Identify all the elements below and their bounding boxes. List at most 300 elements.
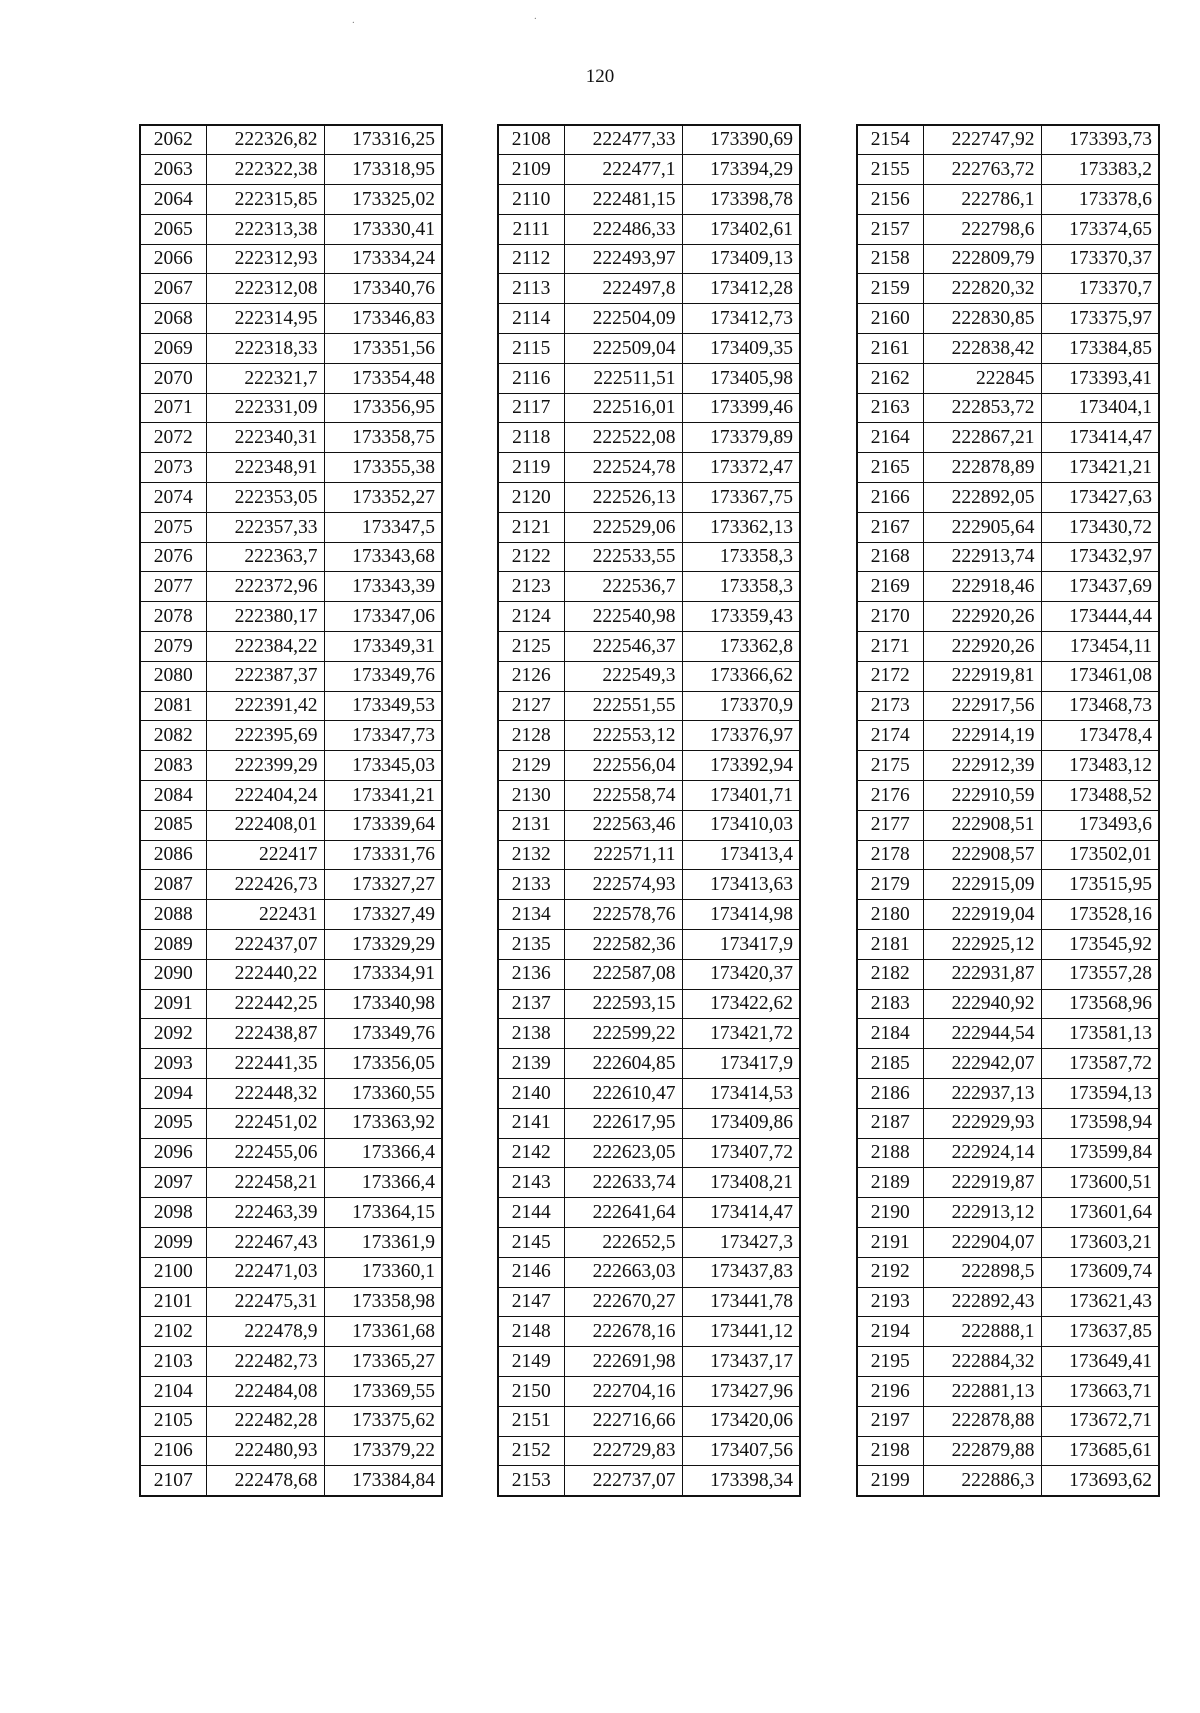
point-number-cell: 2106	[140, 1436, 206, 1466]
point-number-cell: 2172	[857, 661, 923, 691]
table-row	[140, 214, 442, 244]
x-coordinate-cell: 222475,31	[206, 1287, 324, 1317]
x-coordinate-cell: 222737,07	[564, 1466, 682, 1496]
table-row	[857, 751, 1159, 781]
table-row	[498, 1436, 800, 1466]
y-coordinate-cell: 173340,98	[324, 989, 442, 1019]
y-coordinate-cell: 173354,48	[324, 363, 442, 393]
table-row	[498, 602, 800, 632]
y-coordinate-cell: 173316,25	[324, 125, 442, 155]
y-coordinate-cell: 173366,62	[682, 661, 800, 691]
x-coordinate-cell: 222563,46	[564, 810, 682, 840]
table-row	[498, 1287, 800, 1317]
y-coordinate-cell: 173363,92	[324, 1108, 442, 1138]
table-row	[140, 1376, 442, 1406]
y-coordinate-cell: 173372,47	[682, 453, 800, 483]
y-coordinate-cell: 173414,47	[1041, 423, 1159, 453]
y-coordinate-cell: 173375,97	[1041, 304, 1159, 334]
table-row	[140, 1317, 442, 1347]
table-row	[857, 989, 1159, 1019]
y-coordinate-cell: 173360,55	[324, 1079, 442, 1109]
x-coordinate-cell: 222830,85	[923, 304, 1041, 334]
table-row	[140, 1138, 442, 1168]
point-number-cell: 2111	[498, 214, 564, 244]
y-coordinate-cell: 173379,22	[324, 1436, 442, 1466]
y-coordinate-cell: 173478,4	[1041, 721, 1159, 751]
point-number-cell: 2097	[140, 1168, 206, 1198]
table-row	[140, 870, 442, 900]
y-coordinate-cell: 173356,95	[324, 393, 442, 423]
table-row	[857, 572, 1159, 602]
point-number-cell: 2072	[140, 423, 206, 453]
table-row	[498, 1317, 800, 1347]
x-coordinate-cell: 222918,46	[923, 572, 1041, 602]
x-coordinate-cell: 222931,87	[923, 959, 1041, 989]
point-number-cell: 2198	[857, 1436, 923, 1466]
table-row	[857, 900, 1159, 930]
point-number-cell: 2157	[857, 214, 923, 244]
x-coordinate-cell: 222442,25	[206, 989, 324, 1019]
x-coordinate-cell: 222484,08	[206, 1376, 324, 1406]
x-coordinate-cell: 222729,83	[564, 1436, 682, 1466]
table-row	[857, 363, 1159, 393]
y-coordinate-cell: 173405,98	[682, 363, 800, 393]
x-coordinate-cell: 222820,32	[923, 274, 1041, 304]
x-coordinate-cell: 222940,92	[923, 989, 1041, 1019]
y-coordinate-cell: 173420,37	[682, 959, 800, 989]
point-number-cell: 2096	[140, 1138, 206, 1168]
table-row	[140, 542, 442, 572]
point-number-cell: 2158	[857, 244, 923, 274]
point-number-cell: 2167	[857, 512, 923, 542]
x-coordinate-cell: 222853,72	[923, 393, 1041, 423]
point-number-cell: 2154	[857, 125, 923, 155]
y-coordinate-cell: 173609,74	[1041, 1257, 1159, 1287]
x-coordinate-cell: 222504,09	[564, 304, 682, 334]
table-row	[857, 1317, 1159, 1347]
point-number-cell: 2189	[857, 1168, 923, 1198]
x-coordinate-cell: 222937,13	[923, 1079, 1041, 1109]
x-coordinate-cell: 222524,78	[564, 453, 682, 483]
table-row	[498, 304, 800, 334]
table-row	[498, 959, 800, 989]
y-coordinate-cell: 173392,94	[682, 751, 800, 781]
y-coordinate-cell: 173437,69	[1041, 572, 1159, 602]
point-number-cell: 2134	[498, 900, 564, 930]
y-coordinate-cell: 173441,12	[682, 1317, 800, 1347]
table-row	[140, 244, 442, 274]
table-row	[857, 155, 1159, 185]
y-coordinate-cell: 173340,76	[324, 274, 442, 304]
x-coordinate-cell: 222536,7	[564, 572, 682, 602]
table-row	[857, 542, 1159, 572]
y-coordinate-cell: 173663,71	[1041, 1376, 1159, 1406]
point-number-cell: 2130	[498, 781, 564, 811]
y-coordinate-cell: 173600,51	[1041, 1168, 1159, 1198]
table-row	[140, 602, 442, 632]
x-coordinate-cell: 222574,93	[564, 870, 682, 900]
y-coordinate-cell: 173370,9	[682, 691, 800, 721]
y-coordinate-cell: 173327,49	[324, 900, 442, 930]
y-coordinate-cell: 173365,27	[324, 1347, 442, 1377]
y-coordinate-cell: 173427,96	[682, 1376, 800, 1406]
point-number-cell: 2114	[498, 304, 564, 334]
table-row	[140, 1406, 442, 1436]
table-row	[857, 781, 1159, 811]
point-number-cell: 2176	[857, 781, 923, 811]
point-number-cell: 2152	[498, 1436, 564, 1466]
point-number-cell: 2195	[857, 1347, 923, 1377]
x-coordinate-cell: 222904,07	[923, 1227, 1041, 1257]
point-number-cell: 2141	[498, 1108, 564, 1138]
y-coordinate-cell: 173362,8	[682, 632, 800, 662]
x-coordinate-cell: 222879,88	[923, 1436, 1041, 1466]
x-coordinate-cell: 222448,32	[206, 1079, 324, 1109]
point-number-cell: 2094	[140, 1079, 206, 1109]
table-row	[140, 989, 442, 1019]
y-coordinate-cell: 173330,41	[324, 214, 442, 244]
table-row	[857, 1257, 1159, 1287]
point-number-cell: 2080	[140, 661, 206, 691]
table-row	[857, 1287, 1159, 1317]
x-coordinate-cell: 222558,74	[564, 781, 682, 811]
coordinate-table-3	[856, 124, 1160, 1497]
table-row	[857, 125, 1159, 155]
table-row	[140, 453, 442, 483]
table-row	[498, 453, 800, 483]
table-row	[857, 1019, 1159, 1049]
point-number-cell: 2104	[140, 1376, 206, 1406]
x-coordinate-cell: 222878,88	[923, 1406, 1041, 1436]
y-coordinate-cell: 173367,75	[682, 483, 800, 513]
point-number-cell: 2125	[498, 632, 564, 662]
x-coordinate-cell: 222929,93	[923, 1108, 1041, 1138]
y-coordinate-cell: 173557,28	[1041, 959, 1159, 989]
point-number-cell: 2082	[140, 721, 206, 751]
y-coordinate-cell: 173401,71	[682, 781, 800, 811]
point-number-cell: 2170	[857, 602, 923, 632]
y-coordinate-cell: 173587,72	[1041, 1049, 1159, 1079]
y-coordinate-cell: 173358,75	[324, 423, 442, 453]
point-number-cell: 2144	[498, 1198, 564, 1228]
table-row	[498, 1257, 800, 1287]
x-coordinate-cell: 222919,04	[923, 900, 1041, 930]
table-row	[140, 900, 442, 930]
table-row	[857, 1079, 1159, 1109]
x-coordinate-cell: 222363,7	[206, 542, 324, 572]
table-row	[857, 632, 1159, 662]
y-coordinate-cell: 173414,53	[682, 1079, 800, 1109]
x-coordinate-cell: 222888,1	[923, 1317, 1041, 1347]
y-coordinate-cell: 173545,92	[1041, 930, 1159, 960]
point-number-cell: 2147	[498, 1287, 564, 1317]
point-number-cell: 2168	[857, 542, 923, 572]
table-row	[857, 512, 1159, 542]
point-number-cell: 2113	[498, 274, 564, 304]
x-coordinate-cell: 222481,15	[564, 185, 682, 215]
y-coordinate-cell: 173413,63	[682, 870, 800, 900]
y-coordinate-cell: 173384,84	[324, 1466, 442, 1496]
x-coordinate-cell: 222587,08	[564, 959, 682, 989]
table-row	[857, 691, 1159, 721]
x-coordinate-cell: 222920,26	[923, 632, 1041, 662]
y-coordinate-cell: 173409,86	[682, 1108, 800, 1138]
point-number-cell: 2162	[857, 363, 923, 393]
y-coordinate-cell: 173358,3	[682, 542, 800, 572]
table-row	[498, 632, 800, 662]
point-number-cell: 2123	[498, 572, 564, 602]
y-coordinate-cell: 173325,02	[324, 185, 442, 215]
table-row	[857, 1376, 1159, 1406]
point-number-cell: 2117	[498, 393, 564, 423]
y-coordinate-cell: 173601,64	[1041, 1198, 1159, 1228]
point-number-cell: 2131	[498, 810, 564, 840]
x-coordinate-cell: 222747,92	[923, 125, 1041, 155]
table-row	[498, 125, 800, 155]
table-row	[140, 1049, 442, 1079]
point-number-cell: 2153	[498, 1466, 564, 1496]
point-number-cell: 2186	[857, 1079, 923, 1109]
point-number-cell: 2077	[140, 572, 206, 602]
point-number-cell: 2075	[140, 512, 206, 542]
point-number-cell: 2160	[857, 304, 923, 334]
table-row	[857, 1406, 1159, 1436]
y-coordinate-cell: 173493,6	[1041, 810, 1159, 840]
y-coordinate-cell: 173343,68	[324, 542, 442, 572]
point-number-cell: 2122	[498, 542, 564, 572]
x-coordinate-cell: 222497,8	[564, 274, 682, 304]
y-coordinate-cell: 173369,55	[324, 1376, 442, 1406]
point-number-cell: 2078	[140, 602, 206, 632]
y-coordinate-cell: 173334,24	[324, 244, 442, 274]
y-coordinate-cell: 173483,12	[1041, 751, 1159, 781]
table-row	[498, 244, 800, 274]
point-number-cell: 2068	[140, 304, 206, 334]
point-number-cell: 2196	[857, 1376, 923, 1406]
y-coordinate-cell: 173393,73	[1041, 125, 1159, 155]
y-coordinate-cell: 173339,64	[324, 810, 442, 840]
y-coordinate-cell: 173421,72	[682, 1019, 800, 1049]
table-row	[857, 1466, 1159, 1496]
point-number-cell: 2089	[140, 930, 206, 960]
x-coordinate-cell: 222441,35	[206, 1049, 324, 1079]
y-coordinate-cell: 173417,9	[682, 930, 800, 960]
point-number-cell: 2197	[857, 1406, 923, 1436]
point-number-cell: 2146	[498, 1257, 564, 1287]
x-coordinate-cell: 222549,3	[564, 661, 682, 691]
x-coordinate-cell: 222431	[206, 900, 324, 930]
y-coordinate-cell: 173360,1	[324, 1257, 442, 1287]
x-coordinate-cell: 222482,28	[206, 1406, 324, 1436]
point-number-cell: 2188	[857, 1138, 923, 1168]
table-row	[857, 930, 1159, 960]
x-coordinate-cell: 222919,81	[923, 661, 1041, 691]
point-number-cell: 2108	[498, 125, 564, 155]
x-coordinate-cell: 222678,16	[564, 1317, 682, 1347]
point-number-cell: 2126	[498, 661, 564, 691]
table-row	[498, 214, 800, 244]
x-coordinate-cell: 222511,51	[564, 363, 682, 393]
y-coordinate-cell: 173430,72	[1041, 512, 1159, 542]
table-row	[857, 1347, 1159, 1377]
x-coordinate-cell: 222482,73	[206, 1347, 324, 1377]
point-number-cell: 2065	[140, 214, 206, 244]
y-coordinate-cell: 173408,21	[682, 1168, 800, 1198]
y-coordinate-cell: 173364,15	[324, 1198, 442, 1228]
x-coordinate-cell: 222571,11	[564, 840, 682, 870]
y-coordinate-cell: 173359,43	[682, 602, 800, 632]
x-coordinate-cell: 222353,05	[206, 483, 324, 513]
point-number-cell: 2092	[140, 1019, 206, 1049]
point-number-cell: 2133	[498, 870, 564, 900]
x-coordinate-cell: 222898,5	[923, 1257, 1041, 1287]
table-row	[498, 1079, 800, 1109]
x-coordinate-cell: 222908,57	[923, 840, 1041, 870]
y-coordinate-cell: 173398,78	[682, 185, 800, 215]
y-coordinate-cell: 173399,46	[682, 393, 800, 423]
point-number-cell: 2090	[140, 959, 206, 989]
y-coordinate-cell: 173384,85	[1041, 334, 1159, 364]
y-coordinate-cell: 173370,7	[1041, 274, 1159, 304]
point-number-cell: 2124	[498, 602, 564, 632]
point-number-cell: 2127	[498, 691, 564, 721]
table-row	[857, 274, 1159, 304]
table-row	[498, 334, 800, 364]
table-row	[498, 1466, 800, 1496]
table-row	[140, 1227, 442, 1257]
x-coordinate-cell: 222387,37	[206, 661, 324, 691]
point-number-cell: 2098	[140, 1198, 206, 1228]
x-coordinate-cell: 222920,26	[923, 602, 1041, 632]
x-coordinate-cell: 222892,05	[923, 483, 1041, 513]
x-coordinate-cell: 222914,19	[923, 721, 1041, 751]
point-number-cell: 2112	[498, 244, 564, 274]
table-row	[498, 542, 800, 572]
point-number-cell: 2132	[498, 840, 564, 870]
y-coordinate-cell: 173422,62	[682, 989, 800, 1019]
table-row	[498, 840, 800, 870]
table-row	[857, 1049, 1159, 1079]
y-coordinate-cell: 173421,21	[1041, 453, 1159, 483]
table-row	[498, 989, 800, 1019]
y-coordinate-cell: 173345,03	[324, 751, 442, 781]
table-row	[498, 1198, 800, 1228]
x-coordinate-cell: 222652,5	[564, 1227, 682, 1257]
x-coordinate-cell: 222905,64	[923, 512, 1041, 542]
point-number-cell: 2177	[857, 810, 923, 840]
table-row	[140, 155, 442, 185]
x-coordinate-cell: 222467,43	[206, 1227, 324, 1257]
x-coordinate-cell: 222691,98	[564, 1347, 682, 1377]
y-coordinate-cell: 173412,28	[682, 274, 800, 304]
y-coordinate-cell: 173432,97	[1041, 542, 1159, 572]
table-row	[140, 661, 442, 691]
x-coordinate-cell: 222529,06	[564, 512, 682, 542]
y-coordinate-cell: 173413,4	[682, 840, 800, 870]
x-coordinate-cell: 222919,87	[923, 1168, 1041, 1198]
x-coordinate-cell: 222440,22	[206, 959, 324, 989]
table-row	[498, 1347, 800, 1377]
table-row	[140, 1079, 442, 1109]
y-coordinate-cell: 173355,38	[324, 453, 442, 483]
table-row	[140, 125, 442, 155]
x-coordinate-cell: 222917,56	[923, 691, 1041, 721]
point-number-cell: 2180	[857, 900, 923, 930]
point-number-cell: 2191	[857, 1227, 923, 1257]
y-coordinate-cell: 173366,4	[324, 1138, 442, 1168]
table-row	[498, 661, 800, 691]
x-coordinate-cell: 222438,87	[206, 1019, 324, 1049]
x-coordinate-cell: 222704,16	[564, 1376, 682, 1406]
y-coordinate-cell: 173568,96	[1041, 989, 1159, 1019]
point-number-cell: 2109	[498, 155, 564, 185]
x-coordinate-cell: 222915,09	[923, 870, 1041, 900]
table-row	[857, 1227, 1159, 1257]
table-row	[498, 781, 800, 811]
table-row	[857, 483, 1159, 513]
table-row	[498, 393, 800, 423]
y-coordinate-cell: 173346,83	[324, 304, 442, 334]
table-row	[140, 483, 442, 513]
point-number-cell: 2139	[498, 1049, 564, 1079]
y-coordinate-cell: 173390,69	[682, 125, 800, 155]
table-row	[857, 1436, 1159, 1466]
x-coordinate-cell: 222478,9	[206, 1317, 324, 1347]
x-coordinate-cell: 222522,08	[564, 423, 682, 453]
point-number-cell: 2183	[857, 989, 923, 1019]
point-number-cell: 2120	[498, 483, 564, 513]
point-number-cell: 2142	[498, 1138, 564, 1168]
point-number-cell: 2150	[498, 1376, 564, 1406]
y-coordinate-cell: 173341,21	[324, 781, 442, 811]
y-coordinate-cell: 173351,56	[324, 334, 442, 364]
x-coordinate-cell: 222910,59	[923, 781, 1041, 811]
point-number-cell: 2085	[140, 810, 206, 840]
y-coordinate-cell: 173347,06	[324, 602, 442, 632]
scan-artifact: .	[534, 10, 537, 22]
table-row	[498, 930, 800, 960]
table-row	[498, 900, 800, 930]
x-coordinate-cell: 222617,95	[564, 1108, 682, 1138]
table-row	[140, 274, 442, 304]
y-coordinate-cell: 173594,13	[1041, 1079, 1159, 1109]
x-coordinate-cell: 222913,12	[923, 1198, 1041, 1228]
x-coordinate-cell: 222845	[923, 363, 1041, 393]
y-coordinate-cell: 173343,39	[324, 572, 442, 602]
x-coordinate-cell: 222663,03	[564, 1257, 682, 1287]
point-number-cell: 2178	[857, 840, 923, 870]
point-number-cell: 2182	[857, 959, 923, 989]
point-number-cell: 2102	[140, 1317, 206, 1347]
point-number-cell: 2166	[857, 483, 923, 513]
point-number-cell: 2143	[498, 1168, 564, 1198]
table-row	[140, 393, 442, 423]
point-number-cell: 2192	[857, 1257, 923, 1287]
table-row	[140, 1347, 442, 1377]
point-number-cell: 2175	[857, 751, 923, 781]
table-row	[140, 1436, 442, 1466]
point-number-cell: 2101	[140, 1287, 206, 1317]
y-coordinate-cell: 173376,97	[682, 721, 800, 751]
y-coordinate-cell: 173383,2	[1041, 155, 1159, 185]
x-coordinate-cell: 222892,43	[923, 1287, 1041, 1317]
x-coordinate-cell: 222451,02	[206, 1108, 324, 1138]
table-row	[857, 1108, 1159, 1138]
x-coordinate-cell: 222551,55	[564, 691, 682, 721]
table-row	[857, 1198, 1159, 1228]
x-coordinate-cell: 222399,29	[206, 751, 324, 781]
x-coordinate-cell: 222886,3	[923, 1466, 1041, 1496]
